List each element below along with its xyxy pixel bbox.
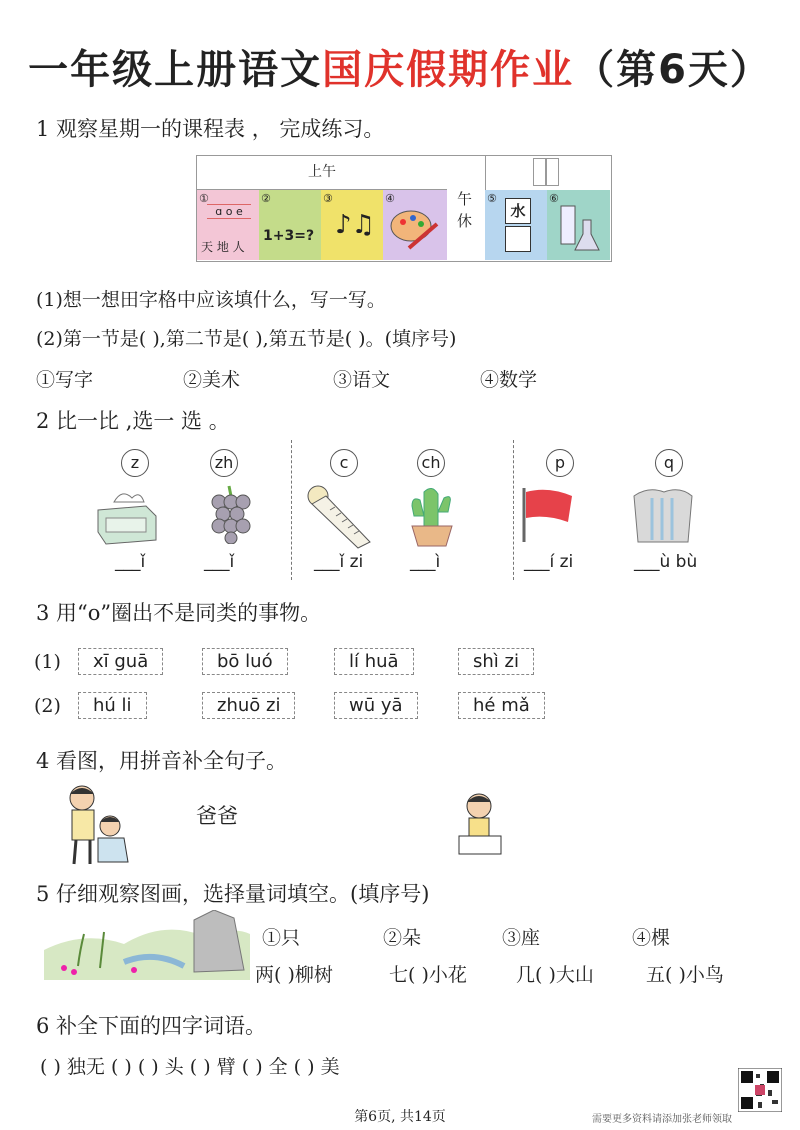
q3-row2-item-4[interactable]: hé mǎ (458, 692, 545, 719)
q3-row2-item-1[interactable]: hú li (78, 692, 147, 719)
q3-row1-label: (1) (34, 651, 61, 673)
noon-break: 午休 (447, 156, 486, 260)
math-text: 1+3=? (263, 228, 315, 244)
period-1-cell: ① ɑ o e 天 地 人 (197, 190, 260, 260)
period-6-cell: ⑥ (547, 190, 610, 260)
divider-1 (291, 440, 292, 580)
music-notes-icon: ♪♫ (335, 210, 375, 240)
period-5-cell: ⑤ 水 (485, 190, 548, 260)
pinyin-lines: ɑ o e (207, 204, 251, 219)
letter-z: z (121, 449, 149, 477)
q3-row1-item-4[interactable]: shì zi (458, 648, 534, 675)
waterfall-icon (630, 486, 696, 546)
q1-heading: 1 观察星期一的课程表 ， 完成练习。 (36, 117, 385, 141)
letter-ch: ch (417, 449, 445, 477)
q5-blank-4[interactable]: 五( )小鸟 (646, 964, 724, 986)
q2-heading: 2 比一比 ,选一 选 。 (36, 409, 230, 433)
answer-q: ___ù bù (634, 552, 698, 572)
answer-c: ___ǐ zi (314, 552, 364, 572)
q5-blank-1[interactable]: 两( )柳树 (255, 964, 333, 986)
q1-option-2: ②美术 (183, 369, 241, 391)
q3-row1-item-1[interactable]: xī guā (78, 648, 163, 675)
period-4-cell: ④ (383, 190, 448, 260)
q1-sub1: (1)想一想田字格中应该填什么，写一写。 (36, 289, 386, 311)
q1-sub2: (2)第一节是( ),第二节是( ),第五节是( )。(填序号) (36, 328, 457, 350)
grapes-icon (205, 484, 255, 544)
q6-heading: 6 补全下面的四字词语。 (36, 1014, 267, 1038)
grid-boxes (485, 156, 547, 190)
q3-row2-item-3[interactable]: wū yā (334, 692, 418, 719)
q1-option-3: ③语文 (333, 369, 391, 391)
q3-heading: 3 用“o”圈出不是同类的事物。 (36, 601, 322, 625)
letter-q: q (655, 449, 683, 477)
red-flag-icon (518, 486, 578, 544)
letter-p: p (546, 449, 574, 477)
q4-heading: 4 看图，用拼音补全句子。 (36, 749, 288, 773)
q1-option-4: ④数学 (480, 369, 538, 391)
palette-icon (389, 204, 441, 254)
qr-note: 需要更多资料请添加张老师领取 (592, 1114, 732, 1125)
page-title: 一年级上册语文国庆假期作业（第6天） (28, 47, 772, 93)
landscape-illustration (44, 910, 250, 980)
q3-row1-item-3[interactable]: lí huā (334, 648, 414, 675)
page-footer: 第6页, 共14页 (354, 1109, 446, 1125)
answer-zh: ___ǐ (204, 552, 235, 572)
q1-option-1: ①写字 (36, 369, 94, 391)
q4-dad-label: 爸爸 (196, 804, 238, 828)
q5-blank-3[interactable]: 几( )大山 (516, 964, 594, 986)
ruler-icon (304, 484, 374, 550)
q5-option-2: ②朵 (383, 927, 422, 949)
q5-blank-2[interactable]: 七( )小花 (389, 964, 467, 986)
q5-heading: 5 仔细观察图画，选择量词填空。(填序号) (36, 882, 430, 906)
q5-option-4: ④棵 (632, 927, 671, 949)
letter-c: c (330, 449, 358, 477)
letter-zh: zh (210, 449, 238, 477)
morning-label: 上午 (197, 156, 447, 190)
lab-flask-icon (555, 200, 603, 256)
answer-z: ___ǐ (115, 552, 146, 572)
q5-option-1: ①只 (262, 927, 301, 949)
tissue-box-icon (92, 488, 162, 546)
tianzige-box: 水 (505, 198, 531, 224)
answer-ch: ___ì (410, 552, 441, 572)
q6-idiom-line[interactable]: ( ) 独无 ( ) ( ) 头 ( ) 臂 ( ) 全 ( ) 美 (40, 1056, 340, 1078)
period-3-cell: ③ ♪♫ (321, 190, 384, 260)
schedule-table (196, 155, 612, 262)
period-2-cell: ② 1+3=? (259, 190, 322, 260)
writing-text: 天 地 人 (201, 240, 245, 254)
father-child-haircut-illustration (58, 782, 138, 866)
divider-2 (513, 440, 514, 580)
q5-option-3: ③座 (502, 927, 541, 949)
cactus-icon (406, 486, 458, 548)
child-at-sink-illustration (455, 790, 505, 858)
q3-row1-item-2[interactable]: bō luó (202, 648, 288, 675)
q3-row2-label: (2) (34, 695, 61, 717)
answer-p: ___í zi (524, 552, 574, 572)
q3-row2-item-2[interactable]: zhuō zi (202, 692, 295, 719)
